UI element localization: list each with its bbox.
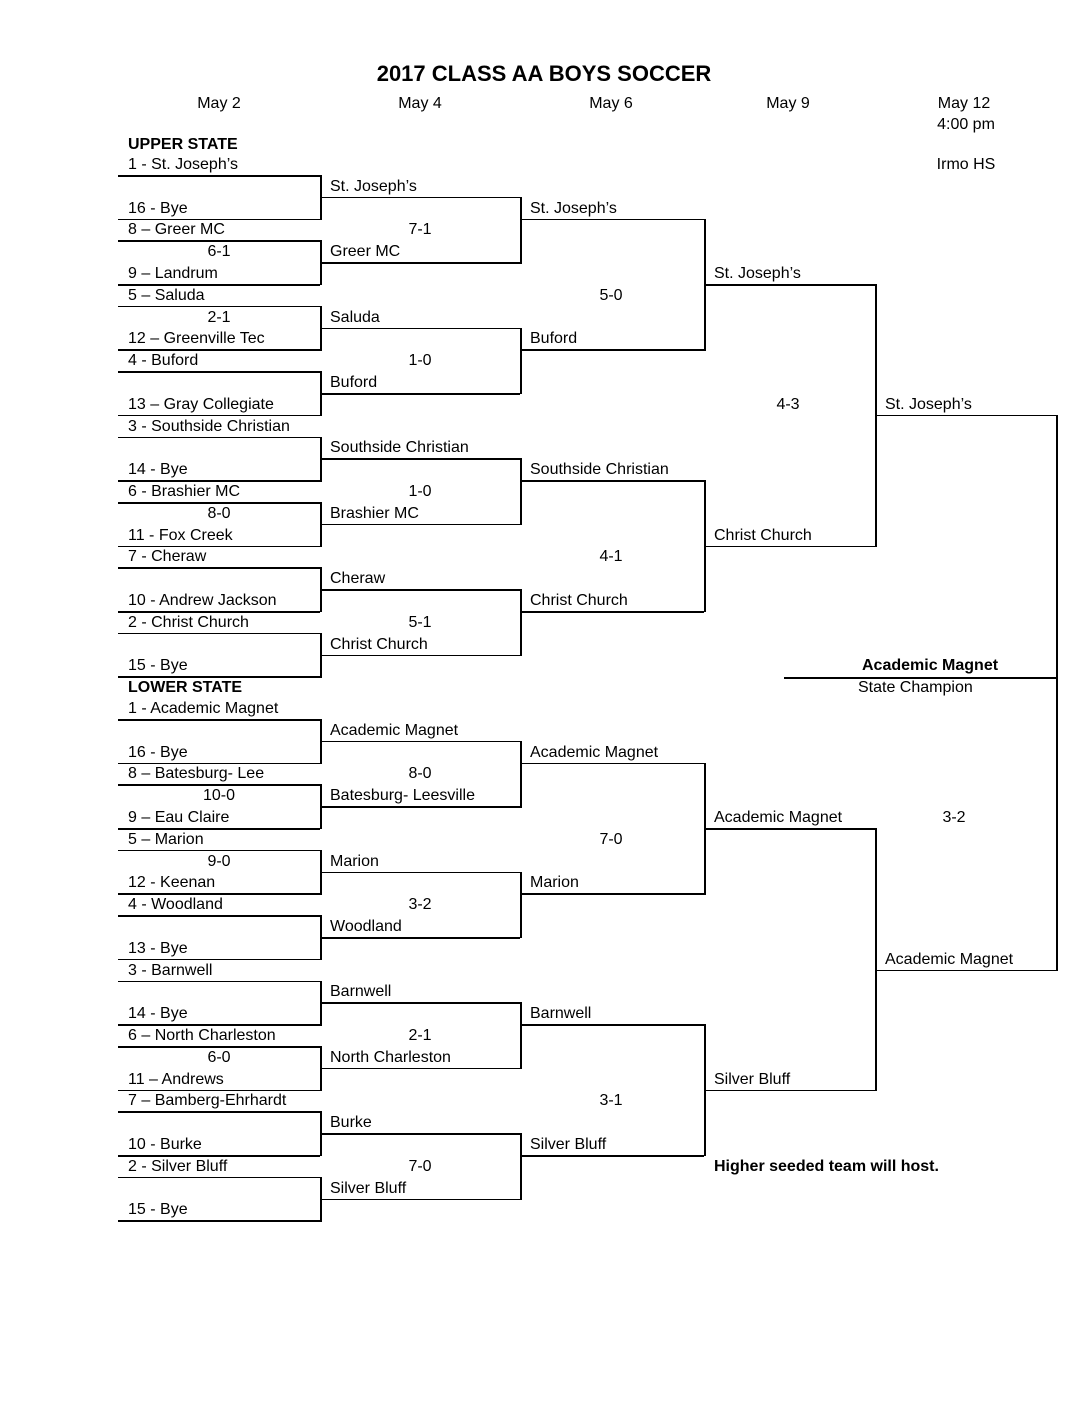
lower_state-r1-score: 9-0 — [207, 852, 231, 870]
lower_state-r1-team: 6 – North Charleston — [128, 1027, 276, 1044]
upper_state-r2-connector — [520, 458, 522, 525]
lower_state-r2-line — [320, 1133, 520, 1135]
upper_state-r1-team: 12 – Greenville Tec — [128, 330, 265, 348]
upper_state-r2-line — [320, 262, 520, 264]
lower_state-r1-team: 12 - Keenan — [128, 874, 216, 892]
lower_state-r3-team: Silver Bluff — [530, 1136, 607, 1153]
upper_state-r2-team: Cheraw — [330, 570, 386, 588]
lower_state-r1-team: 16 - Bye — [128, 743, 188, 761]
page-title: 2017 CLASS AA BOYS SOCCER — [376, 61, 712, 86]
lower_state-r1-line — [118, 915, 320, 917]
lower-state-label: LOWER STATE — [128, 679, 243, 696]
lower_state-r1-team: 14 - Bye — [128, 1005, 188, 1023]
lower_state-r2-team: Burke — [330, 1114, 372, 1132]
upper_state-r2-score: 5-1 — [408, 613, 432, 631]
champion-line — [784, 677, 1057, 679]
lower_state-r1-line — [118, 959, 320, 961]
lower_state-r1-team: 11 – Andrews — [128, 1070, 224, 1088]
upper_state-r2-team: Buford — [330, 374, 378, 391]
lower_state-r1-line — [118, 1155, 320, 1157]
lower_state-r3-line — [520, 763, 704, 765]
upper_state-r2-score: 7-1 — [408, 221, 432, 239]
upper_state-r4-team: Christ Church — [714, 526, 812, 544]
upper_state-r1-score: 6-1 — [207, 243, 231, 261]
lower_state-r1-team: 10 - Burke — [128, 1136, 202, 1153]
upper_state-r2-line — [320, 655, 520, 657]
upper_state-r2-line — [320, 524, 520, 526]
upper_state-r3-team: Buford — [530, 330, 578, 348]
upper_state-r1-team: 4 - Buford — [128, 352, 199, 370]
lower_state-r1-line — [118, 1220, 320, 1222]
lower_state-r3-team: Academic Magnet — [530, 743, 659, 761]
lower_state-r3-line — [520, 1024, 704, 1026]
round-date-4: May 9 — [766, 95, 810, 112]
lower_state-r2-team: Woodland — [330, 918, 402, 935]
lower_state-r4-team: Academic Magnet — [714, 809, 843, 826]
lower_state-r1-line — [118, 719, 320, 721]
upper_state-r1-line — [118, 306, 320, 308]
lower_state-r2-team: Batesburg- Leesville — [330, 787, 475, 805]
upper_state-r2-line — [320, 589, 520, 591]
upper_state-r1-team: 11 - Fox Creek — [128, 526, 233, 544]
lower_state-semifinal-score: 3-2 — [942, 809, 966, 826]
upper_state-r1-score: 8-0 — [207, 504, 231, 522]
upper-state-label: UPPER STATE — [128, 136, 238, 153]
lower_state-r3-team: Barnwell — [530, 1005, 592, 1023]
lower_state-r2-line — [320, 806, 520, 808]
lower_state-r2-connector — [520, 1002, 522, 1069]
champion-label: State Champion — [858, 679, 973, 696]
upper_state-r1-team: 10 - Andrew Jackson — [128, 592, 277, 609]
lower_state-r2-connector — [520, 741, 522, 808]
lower_state-r1-line — [118, 1177, 320, 1179]
upper_state-r2-connector — [520, 589, 522, 656]
upper_state-r1-line — [118, 349, 320, 351]
lower_state-r1-line — [118, 1024, 320, 1026]
upper_state-r1-line — [118, 175, 320, 177]
upper_state-r1-team: 14 - Bye — [128, 461, 188, 479]
upper_state-r2-line — [320, 458, 520, 460]
upper_state-r1-team: 8 – Greer MC — [128, 221, 225, 239]
upper_state-r1-line — [118, 240, 320, 242]
lower_state-r1-line — [118, 893, 320, 895]
lower_state-r3-team: Marion — [530, 874, 579, 892]
upper_state-r3-team: St. Joseph’s — [530, 199, 617, 217]
lower_state-r4-team: Silver Bluff — [714, 1070, 791, 1088]
lower_state-r4-line — [704, 828, 875, 830]
lower_state-r2-connector — [520, 1133, 522, 1200]
lower_state-r2-team: Marion — [330, 852, 379, 870]
lower_state-r2-line — [320, 1199, 520, 1201]
lower_state-r2-score: 2-1 — [408, 1027, 432, 1044]
upper_state-r3-line — [520, 349, 704, 351]
upper_state-r1-line — [118, 611, 320, 613]
lower_state-winner: Academic Magnet — [885, 950, 1014, 968]
upper_state-r2-team: Greer MC — [330, 243, 401, 261]
lower_state-r2-team: Academic Magnet — [330, 721, 459, 739]
lower_state-r1-team: 2 - Silver Bluff — [128, 1157, 228, 1175]
upper_state-r2-line — [320, 393, 520, 395]
lower_state-r2-score: 3-2 — [408, 896, 432, 914]
upper_state-r3-score: 5-0 — [599, 286, 623, 304]
upper_state-r2-team: Brashier MC — [330, 504, 419, 522]
lower_state-r1-line — [118, 1046, 320, 1048]
final-line — [875, 415, 1056, 417]
final-connector — [1056, 415, 1058, 971]
lower_state-r1-line — [118, 1111, 320, 1113]
upper_state-r4-team: St. Joseph’s — [714, 265, 801, 282]
lower_state-r1-team: 3 - Barnwell — [128, 961, 213, 979]
upper_state-r1-team: 13 – Gray Collegiate — [128, 395, 274, 413]
lower_state-r2-team: North Charleston — [330, 1048, 451, 1066]
upper_state-r1-line — [118, 546, 320, 548]
lower_state-r1-line — [118, 1090, 320, 1092]
lower_state-r2-line — [320, 1068, 520, 1070]
upper_state-r2-team: St. Joseph’s — [330, 177, 417, 195]
lower_state-r3-score: 7-0 — [599, 830, 623, 848]
upper_state-r1-line — [118, 633, 320, 635]
lower_state-r1-team: 4 - Woodland — [128, 896, 223, 914]
upper_state-r2-score: 1-0 — [408, 352, 432, 370]
lower_state-r4-line — [704, 1090, 875, 1092]
upper_state-r1-line — [118, 371, 320, 373]
upper_state-r1-team: 6 - Brashier MC — [128, 483, 241, 500]
lower_state-r1-line — [118, 981, 320, 983]
upper_state-r1-team: 16 - Bye — [128, 199, 188, 217]
lower_state-r1-score: 6-0 — [207, 1048, 231, 1066]
upper_state-r1-line — [118, 676, 320, 678]
upper_state-r3-team: Southside Christian — [530, 461, 669, 479]
lower_state-r1-team: 1 - Academic Magnet — [128, 700, 279, 717]
upper_state-r1-team: 9 – Landrum — [128, 265, 218, 282]
lower_state-r1-score: 10-0 — [202, 787, 236, 805]
upper_state-r1-team: 7 - Cheraw — [128, 548, 207, 566]
lower_state-r1-team: 8 – Batesburg- Lee — [128, 765, 265, 783]
lower_state-r3-line — [520, 893, 704, 895]
upper_state-r1-line — [118, 284, 320, 286]
lower_state-r3-line — [520, 1155, 704, 1157]
upper_state-r1-line — [118, 567, 320, 569]
lower_state-r4-connector — [875, 828, 877, 1091]
upper_state-r2-line — [320, 328, 520, 330]
upper_state-semifinal-score: 4-3 — [776, 395, 800, 413]
round-date-final: May 12 — [937, 95, 991, 112]
upper_state-r1-line — [118, 219, 320, 221]
lower_state-r2-team: Barnwell — [330, 983, 392, 1001]
final-site: Irmo HS — [936, 156, 996, 173]
upper_state-r2-connector — [520, 328, 522, 395]
champion-name: Academic Magnet — [862, 657, 999, 674]
lower_state-r2-score: 7-0 — [408, 1157, 432, 1175]
upper_state-r1-line — [118, 437, 320, 439]
lower_state-r2-team: Silver Bluff — [330, 1179, 407, 1197]
upper_state-r1-team: 2 - Christ Church — [128, 613, 249, 631]
upper_state-r2-score: 1-0 — [408, 483, 432, 500]
upper_state-r1-line — [118, 502, 320, 504]
lower_state-r1-line — [118, 784, 320, 786]
final-line — [875, 970, 1056, 972]
upper_state-r3-line — [520, 480, 704, 482]
lower_state-r2-line — [320, 1002, 520, 1004]
lower_state-r1-team: 5 – Marion — [128, 830, 204, 848]
round-date-2: May 4 — [398, 95, 442, 112]
lower_state-r1-team: 15 - Bye — [128, 1201, 188, 1219]
upper_state-r1-line — [118, 480, 320, 482]
upper_state-r2-team: Saluda — [330, 308, 380, 326]
round-date-3: May 6 — [589, 95, 633, 112]
lower_state-r2-connector — [520, 872, 522, 939]
round-date-1: May 2 — [197, 95, 241, 112]
lower_state-r1-line — [118, 763, 320, 765]
lower_state-r1-line — [118, 850, 320, 852]
lower_state-r2-score: 8-0 — [408, 765, 432, 783]
lower_state-r1-line — [118, 828, 320, 830]
lower_state-r1-team: 7 – Bamberg-Ehrhardt — [128, 1092, 287, 1110]
lower_state-r2-line — [320, 937, 520, 939]
lower_state-r3-score: 3-1 — [599, 1092, 623, 1110]
upper_state-r1-team: 5 – Saluda — [128, 286, 205, 304]
upper_state-r2-team: Southside Christian — [330, 439, 469, 457]
upper_state-r1-line — [118, 415, 320, 417]
lower_state-r1-team: 9 – Eau Claire — [128, 809, 230, 826]
upper_state-r4-line — [704, 284, 875, 286]
upper_state-r2-line — [320, 197, 520, 199]
upper_state-r1-team: 1 - St. Joseph’s — [128, 156, 238, 173]
upper_state-r1-team: 3 - Southside Christian — [128, 417, 290, 435]
final-time: 4:00 pm — [937, 116, 995, 133]
lower_state-r1-team: 13 - Bye — [128, 939, 188, 957]
hosting-note: Higher seeded team will host. — [714, 1158, 939, 1175]
upper_state-r3-line — [520, 219, 704, 221]
upper_state-r3-line — [520, 611, 704, 613]
upper_state-r3-team: Christ Church — [530, 592, 628, 609]
upper_state-r1-team: 15 - Bye — [128, 657, 188, 675]
upper_state-r1-score: 2-1 — [207, 308, 231, 326]
upper_state-r2-team: Christ Church — [330, 635, 428, 653]
upper_state-winner: St. Joseph’s — [885, 395, 972, 413]
lower_state-r2-line — [320, 872, 520, 874]
lower_state-r2-line — [320, 741, 520, 743]
upper_state-r4-line — [704, 546, 875, 548]
upper_state-r2-connector — [520, 197, 522, 264]
upper_state-r3-score: 4-1 — [599, 548, 623, 566]
